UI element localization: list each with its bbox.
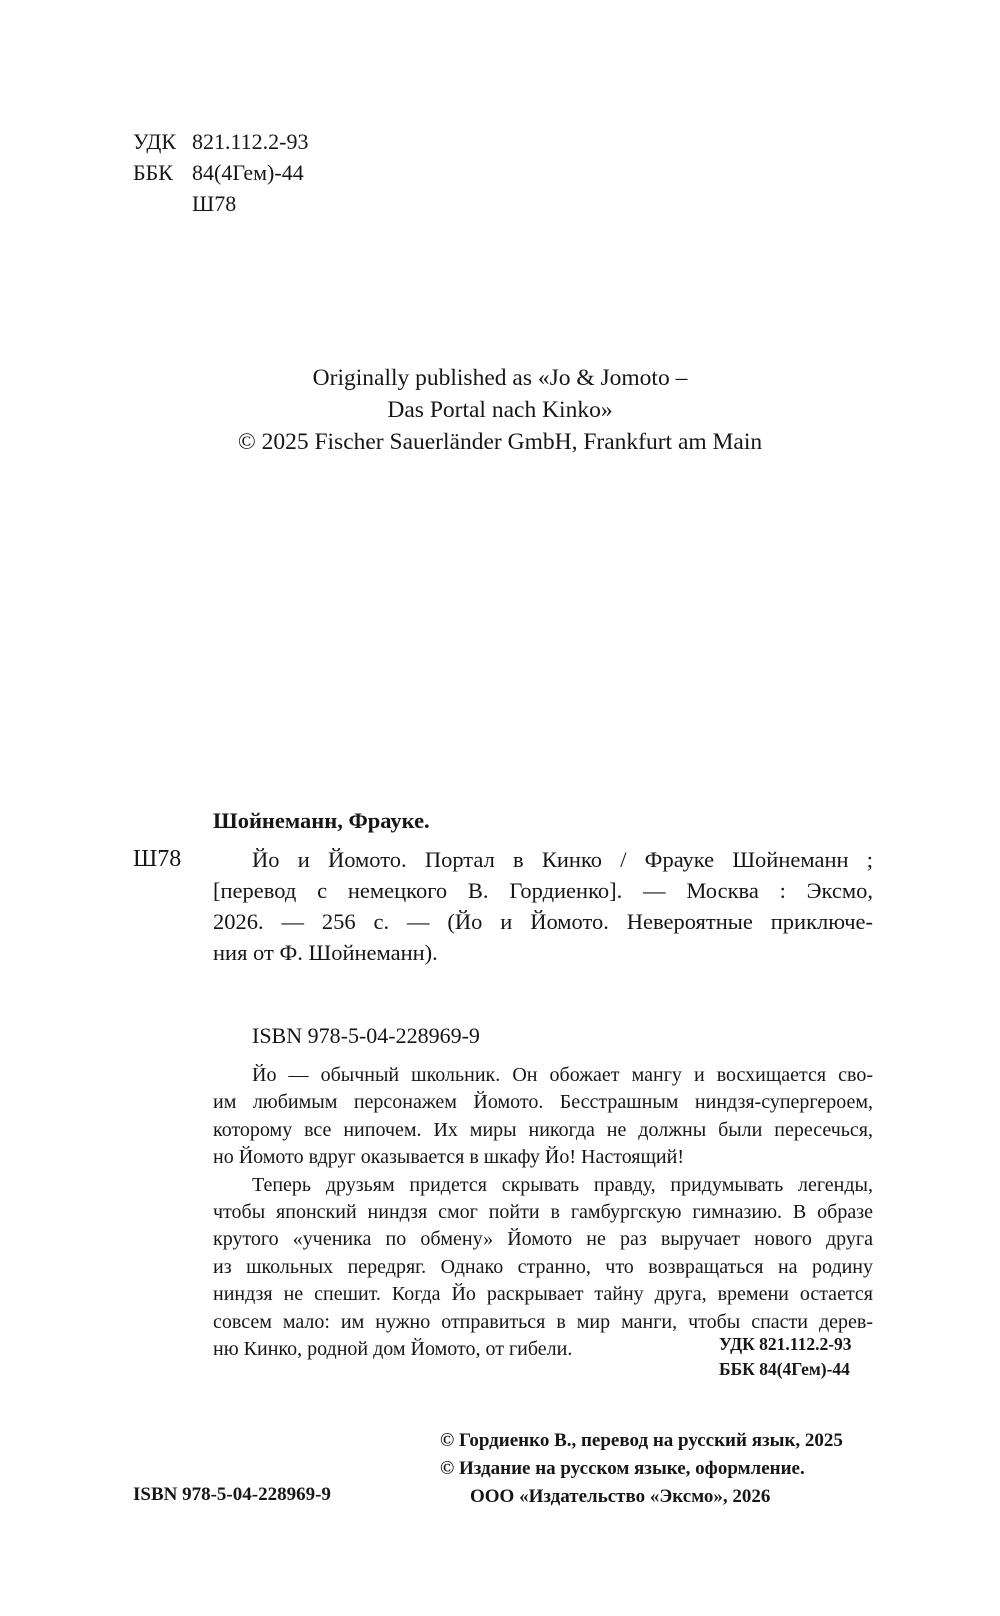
- author-sign: Ш78: [192, 191, 237, 216]
- annotation-line: совсем мало: им нужно отправиться в мир манги, чтобы спасти дерев-: [213, 1310, 873, 1333]
- bottom-udk: УДК 821.112.2-93: [719, 1334, 852, 1354]
- catalog-author-sign: Ш78: [133, 846, 182, 872]
- author-sign-row: [133, 188, 309, 219]
- annotation-line: ниндзя не спешит. Когда Йо раскрывает тайну друга, времени остается: [213, 1283, 873, 1306]
- annotation-line: но Йомото вдруг оказывается в шкафу Йо! Настоящий!: [213, 1146, 684, 1169]
- bottom-bbk: ББК 84(4Гем)-44: [719, 1359, 850, 1379]
- bbk-value: 84(4Гем)-44: [192, 160, 304, 185]
- original-publication-notice: [0, 362, 1000, 458]
- catalog-isbn: ISBN 978-5-04-228969-9: [252, 1023, 480, 1048]
- bbk-label: ББК: [133, 160, 173, 185]
- original-publication-line: © 2025 Fischer Sauerländer GmbH, Frankfurt am Main: [237, 429, 763, 455]
- catalog-description: [213, 844, 873, 968]
- udk-label: УДК: [133, 129, 177, 154]
- copyright-edition: © Издание на русском языке, оформление.: [440, 1458, 805, 1479]
- annotation-line: которому все нипочем. Их миры никогда не должны были пересечься,: [213, 1118, 873, 1141]
- annotation-line: Йо — обычный школьник. Он обожает мангу и восхищается сво-: [252, 1064, 873, 1086]
- original-publication-line: Originally published as «Jo & Jomoto –: [312, 365, 688, 391]
- annotation-line: Теперь друзьям придется скрывать правду, придумывать легенды,: [252, 1173, 873, 1196]
- catalog-description-line: [перевод с немецкого В. Гордиенко]. — Москва : Эксмо,: [213, 878, 873, 903]
- top-classification-codes: [133, 126, 309, 219]
- copyright-publisher: ООО «Издательство «Эксмо», 2026: [470, 1486, 771, 1507]
- catalog-description-line: 2026. — 256 с. — (Йо и Йомото. Невероятные приключе-: [213, 909, 873, 934]
- udk-row: [133, 126, 309, 157]
- annotation-paragraph: [213, 1062, 873, 1172]
- annotation-line: чтобы японский ниндзя смог пойти в гамбургскую гимназию. В образе: [213, 1201, 873, 1224]
- annotation-line: из школьных передряг. Однако странно, что возвращаться на родину: [213, 1255, 873, 1278]
- bbk-row: [133, 157, 309, 188]
- copyright-block: [440, 1427, 880, 1511]
- bottom-classification-codes: [719, 1332, 852, 1382]
- annotation-line: им любимым персонажем Йомото. Бесстрашным ниндзя-супергероем,: [213, 1091, 873, 1114]
- bottom-isbn: ISBN 978-5-04-228969-9: [133, 1484, 331, 1505]
- annotation-line: ню Кинко, родной дом Йомото, от гибели.: [213, 1338, 573, 1361]
- copyright-translation: © Гордиенко В., перевод на русский язык, 2025: [440, 1430, 843, 1451]
- original-publication-line: Das Portal nach Kinko»: [387, 397, 613, 423]
- annotation-line: крутого «ученика по обмену» Йомото не раз выручает нового друга: [213, 1228, 873, 1251]
- catalog-description-line: Йо и Йомото. Портал в Кинко / Фрауке Шойнеманн ;: [252, 847, 873, 872]
- udk-value: 821.112.2-93: [192, 129, 309, 154]
- annotation: [213, 1062, 873, 1363]
- catalog-description-line: ния от Ф. Шойнеманн).: [213, 940, 438, 965]
- catalog-author-heading: Шойнеманн, Фрауке.: [213, 808, 430, 833]
